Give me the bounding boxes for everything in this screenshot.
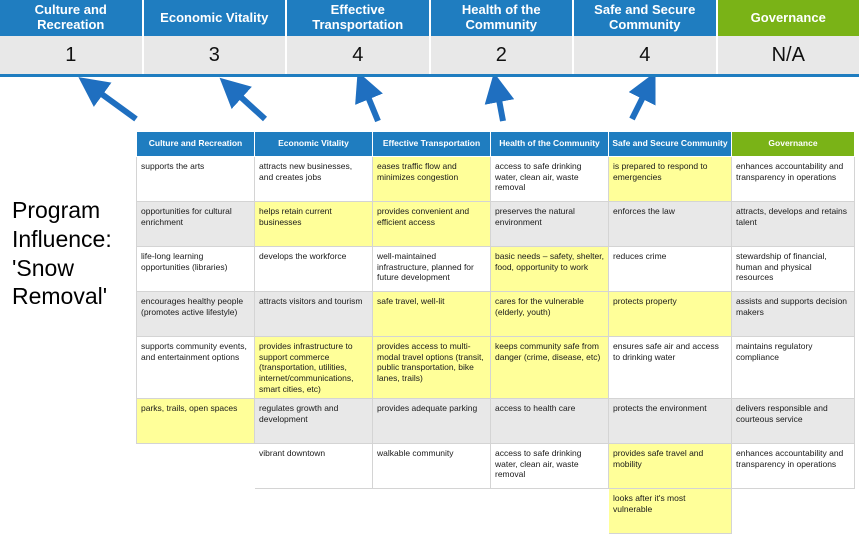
matrix-cell: access to safe drinking water, clean air, waste removal: [491, 444, 609, 489]
matrix-cell: access to safe drinking water, clean air, waste removal: [491, 157, 609, 202]
matrix-cell: supports community events, and entertainment options: [137, 337, 255, 399]
arrow-to-health-of-the-community: [497, 89, 503, 121]
matrix-cell: provides access to multi-modal travel options (transit, public transportation, bike lanes, trails): [373, 337, 491, 399]
header-cell-economic-vitality: Economic Vitality: [144, 0, 288, 36]
matrix-cell: life-long learning opportunities (libraries): [137, 247, 255, 292]
table-row: [137, 202, 855, 247]
header-cell-culture-and-recreation: Culture and Recreation: [0, 0, 144, 36]
matrix-cell: helps retain current businesses: [255, 202, 373, 247]
matrix-cell: ensures safe air and access to drinking water: [609, 337, 732, 399]
matrix-cell: provides infrastructure to support commerce (transportation, utilities, internet/communications, smart cities, etc): [255, 337, 373, 399]
matrix-cell: walkable community: [373, 444, 491, 489]
matrix-col-effective-transportation: Effective Transportation: [373, 132, 491, 157]
matrix-cell: attracts visitors and tourism: [255, 292, 373, 337]
matrix-cell: well-maintained infrastructure, planned for future development: [373, 247, 491, 292]
matrix-col-safe-and-secure-community: Safe and Secure Community: [609, 132, 732, 157]
arrow-to-culture-and-recreation: [92, 87, 136, 119]
matrix-cell: [373, 489, 491, 534]
arrow-to-economic-vitality: [232, 89, 265, 119]
matrix-cell: [137, 489, 255, 534]
table-row: [137, 157, 855, 202]
matrix-cell: protects property: [609, 292, 732, 337]
arrow-to-safe-and-secure-community: [632, 87, 648, 119]
score-governance: N/A: [718, 36, 859, 74]
header-cell-effective-transportation: Effective Transportation: [287, 0, 431, 36]
score-economic-vitality: 3: [144, 36, 288, 74]
matrix-col-culture-and-recreation: Culture and Recreation: [137, 132, 255, 157]
matrix-cell: [137, 444, 255, 489]
matrix-body: [137, 157, 855, 534]
matrix-cell: parks, trails, open spaces: [137, 399, 255, 444]
matrix-cell: cares for the vulnerable (elderly, youth): [491, 292, 609, 337]
matrix-cell: vibrant downtown: [255, 444, 373, 489]
influence-matrix: [136, 131, 855, 534]
score-culture-and-recreation: 1: [0, 36, 144, 74]
arrow-to-effective-transportation: [364, 87, 378, 121]
matrix-cell: enhances accountability and transparency in operations: [732, 157, 855, 202]
matrix-col-health-of-the-community: Health of the Community: [491, 132, 609, 157]
table-row: [137, 337, 855, 399]
matrix-cell: looks after it's most vulnerable: [609, 489, 732, 534]
header-cell-health-of-the-community: Health of the Community: [431, 0, 575, 36]
table-row: [137, 444, 855, 489]
matrix-cell: assists and supports decision makers: [732, 292, 855, 337]
matrix-cell: develops the workforce: [255, 247, 373, 292]
category-header-bar: [0, 0, 859, 36]
table-row: [137, 489, 855, 534]
matrix-cell: eases traffic flow and minimizes congestion: [373, 157, 491, 202]
table-row: [137, 399, 855, 444]
matrix-cell: encourages healthy people (promotes active lifestyle): [137, 292, 255, 337]
matrix-cell: [732, 489, 855, 534]
matrix-cell: keeps community safe from danger (crime, disease, etc): [491, 337, 609, 399]
matrix-cell: protects the environment: [609, 399, 732, 444]
table-row: [137, 292, 855, 337]
matrix-cell: [491, 489, 609, 534]
matrix-cell: supports the arts: [137, 157, 255, 202]
matrix-cell: provides convenient and efficient access: [373, 202, 491, 247]
matrix-cell: preserves the natural environment: [491, 202, 609, 247]
matrix-cell: access to health care: [491, 399, 609, 444]
header-cell-governance: Governance: [718, 0, 859, 36]
matrix-cell: reduces crime: [609, 247, 732, 292]
matrix-col-governance: Governance: [732, 132, 855, 157]
matrix-cell: enhances accountability and transparency in operations: [732, 444, 855, 489]
matrix-col-economic-vitality: Economic Vitality: [255, 132, 373, 157]
matrix-cell: regulates growth and development: [255, 399, 373, 444]
score-health-of-the-community: 2: [431, 36, 575, 74]
matrix-header-row: [137, 132, 855, 157]
matrix-cell: enforces the law: [609, 202, 732, 247]
program-influence-caption: Program Influence: 'Snow Removal': [12, 196, 132, 311]
table-row: [137, 247, 855, 292]
matrix-cell: safe travel, well-lit: [373, 292, 491, 337]
matrix-cell: delivers responsible and courteous service: [732, 399, 855, 444]
score-row: [0, 36, 859, 74]
matrix-cell: opportunities for cultural enrichment: [137, 202, 255, 247]
matrix-cell: provides adequate parking: [373, 399, 491, 444]
header-cell-safe-and-secure-community: Safe and Secure Community: [574, 0, 718, 36]
matrix-cell: provides safe travel and mobility: [609, 444, 732, 489]
score-safe-and-secure-community: 4: [574, 36, 718, 74]
score-effective-transportation: 4: [287, 36, 431, 74]
matrix-cell: [255, 489, 373, 534]
matrix-cell: is prepared to respond to emergencies: [609, 157, 732, 202]
arrow-group: [0, 77, 859, 132]
matrix-cell: attracts new businesses, and creates jobs: [255, 157, 373, 202]
matrix-cell: basic needs – safety, shelter, food, opportunity to work: [491, 247, 609, 292]
matrix-cell: attracts, develops and retains talent: [732, 202, 855, 247]
matrix-cell: stewardship of financial, human and physical resources: [732, 247, 855, 292]
matrix-cell: maintains regulatory compliance: [732, 337, 855, 399]
